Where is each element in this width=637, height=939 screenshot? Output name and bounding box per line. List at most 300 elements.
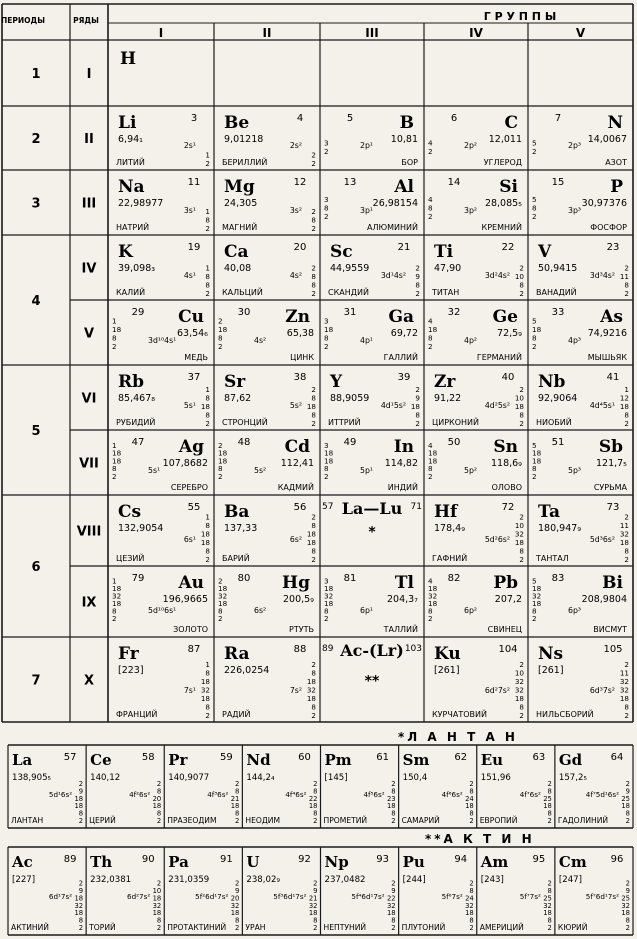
element-cell: [536, 372, 629, 428]
element-symbol: Na: [118, 177, 145, 197]
element-cell: [116, 242, 210, 298]
shell-count: 2: [519, 512, 524, 522]
row-label: II: [84, 132, 94, 147]
element-symbol: Cd: [284, 437, 310, 457]
element-name: АЛЮМИНИЙ: [367, 223, 418, 232]
shell-count: 2: [624, 263, 629, 273]
period-label: 6: [31, 560, 41, 575]
shell-count: 4: [428, 316, 433, 326]
shell-count: 2: [311, 207, 316, 216]
element-cell: [328, 372, 420, 428]
shell-count: 2: [547, 780, 552, 788]
shell-count: 2: [415, 419, 420, 428]
shell-count: 18: [218, 584, 228, 593]
shell-count: 2: [311, 159, 316, 168]
element-cell: [536, 242, 629, 298]
atomic-mass: 47,90: [434, 263, 462, 274]
atomic-number: 81: [343, 573, 357, 584]
row-label: VII: [79, 456, 99, 472]
element-name: СТРОНЦИЙ: [222, 418, 268, 427]
shell-count: 2: [428, 342, 433, 351]
atomic-number: 64: [610, 752, 624, 763]
atomic-number: 47: [131, 437, 145, 448]
shell-count: 8: [391, 916, 396, 925]
shell-count: 23: [386, 794, 396, 803]
shell-count: 2: [391, 879, 396, 888]
atomic-mass: 74,9216: [587, 328, 627, 339]
element-cell: [558, 853, 630, 932]
element-cell: [428, 573, 522, 634]
electron-config: 5s²: [289, 400, 302, 410]
atomic-mass: 14,0067: [587, 134, 627, 145]
electron-config: 5s¹: [183, 400, 196, 410]
shell-count: 2: [313, 879, 318, 888]
atomic-mass: [261]: [434, 665, 460, 676]
shell-count: 20: [230, 894, 240, 903]
electron-config: 4d⁴5s¹: [589, 400, 615, 410]
shell-count: 25: [621, 794, 630, 803]
electron-config: 5f⁷7s²: [519, 892, 541, 901]
shell-count: 8: [218, 464, 223, 474]
shell-count: 8: [78, 916, 84, 925]
element-symbol: Si: [499, 177, 518, 197]
shell-count: 32: [230, 901, 240, 910]
element-name: ФРАНЦИЙ: [116, 710, 158, 719]
shell-count: 8: [311, 410, 316, 420]
element-symbol: H: [120, 49, 137, 69]
atomic-number: 89: [63, 854, 77, 865]
lanthanide-row: [8, 745, 633, 828]
period-label: 5: [31, 424, 41, 439]
element-cell: [428, 177, 522, 232]
shell-count: 8: [311, 215, 316, 225]
shell-count: 8: [205, 393, 210, 403]
element-cell: [116, 502, 210, 564]
element-cell: [324, 437, 418, 492]
shell-count: 8: [156, 809, 162, 818]
atomic-number: 49: [343, 437, 357, 448]
shell-count: 2: [112, 472, 117, 481]
electron-config: 5f⁷6d¹7s²: [585, 892, 619, 901]
electron-config: 6d²7s²: [127, 892, 151, 901]
element-name: ПРОМЕТИЙ: [323, 816, 368, 825]
shell-count: 8: [624, 280, 629, 290]
atomic-number: 31: [343, 307, 357, 318]
element-symbol: Hf: [434, 502, 458, 522]
shell-count: 8: [313, 916, 318, 925]
shell-count: 18: [428, 599, 438, 608]
shell-count: 8: [324, 464, 329, 474]
shell-count: 5: [532, 195, 537, 204]
shell-count: 8: [205, 702, 210, 712]
element-symbol: K: [118, 242, 133, 262]
shell-count: 18: [74, 909, 84, 918]
element-symbol: Fr: [118, 644, 139, 664]
atomic-number: 93: [376, 854, 389, 865]
shell-count: 2: [519, 419, 524, 428]
series-label: La—Lu: [341, 499, 403, 518]
row-labels: [77, 67, 102, 689]
element-symbol: Nb: [538, 372, 566, 392]
element-name: ТАНТАЛ: [536, 554, 569, 563]
shell-count: 3: [324, 195, 329, 204]
shell-count: 18: [230, 909, 240, 918]
shell-count: 18: [532, 599, 542, 608]
element-symbol: Pa: [168, 853, 189, 871]
shell-count: 2: [547, 924, 552, 932]
shell-count: 18: [218, 325, 228, 334]
atomic-mass: [244]: [402, 875, 426, 885]
element-cell: [324, 751, 396, 825]
shell-count: 2: [324, 472, 329, 481]
shell-count: 8: [519, 280, 524, 290]
element-cell: [116, 177, 210, 233]
atomic-mass: [247]: [558, 875, 582, 885]
atomic-mass: 12,011: [488, 134, 522, 145]
shell-count: 10: [514, 272, 524, 281]
shell-count: 32: [514, 685, 524, 695]
element-name: ВАНАДИЙ: [536, 288, 577, 297]
shell-count: 2: [428, 212, 433, 221]
row-label: I: [86, 67, 92, 82]
shell-count: 18: [230, 802, 240, 811]
shell-count: 2: [205, 224, 210, 233]
shell-count: 2: [311, 555, 316, 564]
electron-config: 3d³4s²: [589, 270, 615, 280]
element-name: БОР: [401, 158, 418, 167]
element-cell: [324, 113, 418, 167]
atomic-number: 7: [554, 113, 562, 124]
shell-count: 8: [547, 916, 552, 925]
atomic-mass: 132,9054: [118, 523, 164, 534]
electron-config: 2p²: [464, 141, 478, 151]
element-cell: [89, 751, 161, 825]
atomic-number: 96: [610, 854, 624, 865]
atomic-mass: 50,9415: [538, 263, 578, 274]
shell-count: 2: [313, 780, 318, 788]
element-cell: [245, 853, 317, 932]
element-symbol: P: [610, 177, 623, 197]
atomic-number: 29: [131, 307, 145, 318]
atomic-number: 104: [498, 644, 518, 655]
atomic-mass: 30,97376: [581, 198, 627, 209]
shell-count: 18: [74, 794, 84, 803]
element-cell: [428, 307, 522, 362]
row-label: VI: [81, 391, 97, 407]
shell-count: 32: [619, 529, 629, 539]
element-symbol: Cu: [178, 307, 204, 327]
shell-count: 2: [311, 660, 316, 669]
element-symbol: Bi: [602, 573, 623, 593]
element-name: КАЛЬЦИЙ: [222, 288, 263, 297]
shell-count: 8: [532, 203, 537, 213]
element-name: НАТРИЙ: [116, 223, 150, 232]
atomic-number: 50: [447, 437, 461, 448]
shell-count: 18: [308, 909, 318, 918]
atomic-number: 12: [293, 177, 307, 188]
atomic-mass: 226,0254: [224, 665, 270, 676]
shell-count: 32: [428, 591, 438, 601]
atomic-mass: 157,2₅: [558, 773, 587, 783]
element-symbol: N: [607, 113, 623, 133]
shell-count: 2: [205, 419, 210, 428]
shell-count: 2: [205, 711, 210, 720]
shell-count: 18: [200, 538, 210, 547]
element-name: ГАФНИЙ: [432, 554, 468, 563]
element-cell: [328, 242, 420, 298]
shell-count: 18: [543, 909, 552, 918]
shell-count: 18: [200, 529, 210, 539]
shell-count: 2: [624, 289, 629, 298]
atomic-mass: 137,33: [224, 523, 258, 534]
element-symbol: V: [538, 242, 552, 262]
element-cell: [88, 853, 161, 932]
element-symbol: Ge: [492, 307, 518, 327]
atomic-number: 37: [187, 372, 201, 383]
group-label: III: [365, 26, 379, 40]
shell-count: 8: [324, 333, 329, 343]
element-cell: [324, 573, 418, 634]
element-symbol: Zr: [434, 372, 456, 392]
element-symbol: Ti: [434, 242, 454, 262]
electron-config: 5f³6d¹7s²: [273, 892, 307, 901]
element-symbol: Ce: [90, 751, 112, 769]
shell-count: 2: [391, 924, 396, 932]
rows-header: РЯДЫ: [73, 16, 99, 25]
shell-count: 2: [625, 879, 630, 888]
shell-count: 18: [112, 456, 122, 466]
element-name: МЕДЬ: [184, 353, 208, 362]
atomic-number: 91: [220, 854, 233, 865]
shell-count: 12: [619, 393, 629, 403]
electron-config: 6d³7s²: [589, 686, 615, 696]
atomic-mass: 40,08: [224, 263, 252, 274]
element-cell: [11, 853, 83, 932]
shell-count: 32: [74, 901, 84, 910]
electron-config: 6p³: [568, 605, 582, 615]
atomic-mass: 121,7₅: [595, 458, 627, 469]
element-symbol: Be: [224, 113, 250, 133]
atomic-mass: 138,905₅: [12, 773, 51, 783]
actinide-row: [8, 847, 633, 935]
electron-config: 2s¹: [183, 141, 196, 151]
element-name: ЦИНК: [290, 353, 314, 362]
element-name: МАГНИЙ: [222, 223, 258, 232]
element-name: КАДМИЙ: [277, 483, 314, 492]
element-symbol: Al: [394, 177, 414, 197]
shell-count: 18: [306, 694, 316, 703]
shell-count: 2: [625, 817, 630, 825]
electron-config: 5d³6s²: [589, 534, 615, 544]
shell-count: 8: [428, 203, 433, 213]
shell-count: 2: [624, 512, 629, 522]
element-name: НИЛЬСБОРИЙ: [536, 710, 594, 719]
atomic-number: 55: [187, 502, 201, 513]
shell-count: 8: [469, 787, 474, 796]
shell-count: 8: [519, 410, 524, 420]
shell-count: 18: [621, 802, 630, 811]
element-cell: [428, 437, 522, 492]
element-symbol: Sb: [598, 437, 623, 457]
element-symbol: Ta: [538, 502, 561, 522]
element-cell: [116, 372, 210, 428]
atomic-mass: 10,81: [390, 134, 418, 145]
shell-count: 18: [324, 599, 334, 608]
element-name: ОЛОВО: [491, 483, 522, 492]
shell-count: 18: [410, 402, 420, 411]
element-cell: [222, 644, 316, 720]
element-symbol: Gd: [558, 751, 583, 769]
electron-config: 6p¹: [360, 605, 374, 615]
element-cell: [167, 853, 239, 932]
series-start-number: 57: [322, 502, 334, 512]
shell-count: 8: [156, 787, 162, 796]
shell-count: 8: [428, 464, 433, 474]
shell-count: 2: [469, 780, 474, 788]
element-cell: [116, 113, 210, 168]
row-label: IV: [81, 261, 97, 277]
atomic-mass: [227]: [12, 875, 36, 885]
element-name: СВИНЕЦ: [487, 625, 522, 634]
element-name: ПРАЗЕОДИМ: [167, 816, 217, 825]
atomic-mass: 150,4: [402, 773, 428, 783]
electron-config: 5d¹⁰6s¹: [148, 605, 177, 615]
element-name: ЛИТИЙ: [116, 158, 145, 167]
electron-config: 2p³: [568, 141, 582, 151]
shell-count: 10: [514, 521, 524, 530]
shell-count: 18: [308, 802, 318, 811]
shell-count: 25: [543, 894, 552, 903]
shell-count: 8: [428, 333, 433, 343]
lanthanides-label: *Л А Н Т А Н: [398, 730, 518, 744]
period-label: 2: [31, 132, 41, 147]
element-cell: [432, 502, 524, 564]
electron-config: 4p³: [568, 335, 582, 345]
atomic-mass: 22,98977: [118, 198, 164, 209]
element-symbol: Ns: [538, 644, 564, 664]
element-cell: [532, 307, 627, 362]
electron-config: 4f⁴6s²: [285, 790, 307, 799]
shell-count: 2: [391, 817, 396, 825]
element-symbol: Li: [118, 113, 137, 133]
shell-count: 18: [218, 599, 228, 608]
atomic-mass: 72,5₉: [497, 328, 522, 339]
shell-count: 8: [532, 464, 537, 474]
atomic-mass: 232,0381: [90, 875, 132, 885]
shell-count: 2: [112, 342, 117, 351]
shell-count: 18: [324, 584, 334, 593]
shell-count: 2: [78, 879, 84, 888]
shell-count: 8: [428, 606, 433, 616]
atomic-mass: 44,9559: [330, 263, 370, 274]
atomic-mass: 63,54₆: [176, 328, 208, 339]
row-label: IX: [81, 595, 97, 611]
element-name: МЫШЬЯК: [587, 353, 627, 362]
electron-config: 3d¹4s²: [380, 270, 406, 280]
shell-count: 8: [235, 916, 240, 925]
element-name: РУБИДИЙ: [116, 418, 156, 427]
electron-config: 5f²6d¹7s²: [195, 892, 229, 901]
shell-count: 18: [306, 402, 316, 411]
atomic-mass: [261]: [538, 665, 564, 676]
shell-count: 18: [386, 802, 396, 811]
element-symbol: Ba: [224, 502, 250, 522]
shell-count: 11: [619, 668, 629, 678]
shell-count: 2: [235, 780, 240, 788]
shell-count: 18: [532, 584, 542, 593]
atomic-number: 105: [603, 644, 623, 655]
element-cell: [218, 573, 314, 634]
shell-count: 8: [205, 521, 210, 530]
element-cell: [222, 177, 316, 233]
shell-count: 18: [218, 448, 228, 458]
atomic-number: 32: [447, 307, 461, 318]
shell-count: 8: [519, 702, 524, 712]
element-name: КАЛИЙ: [116, 288, 146, 297]
element-name: СУРЬМА: [593, 483, 627, 492]
atomic-mass: 92,9064: [538, 393, 578, 404]
electron-config: 5p¹: [360, 465, 374, 475]
shell-count: 2: [218, 576, 223, 586]
element-name: КЮРИЙ: [557, 923, 588, 932]
shell-count: 18: [465, 909, 474, 918]
shell-count: 2: [519, 385, 524, 394]
atomic-mass: 65,38: [286, 328, 314, 339]
shell-count: 2: [218, 614, 223, 623]
shell-count: 2: [624, 419, 629, 428]
atomic-number: 57: [63, 752, 77, 763]
electron-config: 5s²: [254, 465, 267, 475]
series-mark: *: [368, 524, 376, 541]
element-name: САМАРИЙ: [401, 816, 440, 825]
row-label: VIII: [76, 524, 102, 540]
shell-count: 1: [205, 512, 210, 522]
shell-count: 9: [78, 887, 84, 895]
atomic-number: 61: [376, 752, 389, 763]
element-name: НИОБИЙ: [536, 418, 572, 427]
element-symbol: Pr: [168, 751, 188, 769]
shell-count: 2: [311, 385, 316, 394]
shell-count: 8: [624, 410, 629, 420]
shell-count: 18: [152, 802, 162, 811]
atomic-number: 80: [237, 573, 251, 584]
element-name: БАРИЙ: [222, 554, 250, 563]
shell-count: 32: [386, 901, 396, 910]
actinides-label: **А К Т И Н: [425, 832, 535, 846]
shell-count: 8: [469, 887, 474, 895]
shell-count: 8: [324, 203, 329, 213]
atomic-number: 51: [551, 437, 565, 448]
shell-count: 18: [543, 802, 552, 811]
shell-count: 18: [112, 325, 122, 334]
atomic-number: 22: [501, 242, 515, 253]
element-symbol: Ag: [178, 437, 204, 457]
shell-count: 2: [519, 263, 524, 273]
series-placeholder-cell: [322, 641, 422, 690]
shell-count: 8: [313, 809, 318, 818]
shell-count: 21: [308, 894, 318, 903]
element-symbol: In: [393, 437, 414, 457]
electron-config: 5f⁶7s²: [441, 892, 463, 901]
shell-count: 2: [313, 924, 318, 932]
shell-count: 2: [78, 817, 84, 825]
element-symbol: Pb: [493, 573, 518, 593]
shell-count: 2: [532, 342, 537, 351]
shell-count: 8: [235, 809, 240, 818]
shell-count: 2: [311, 512, 316, 522]
atomic-number: 83: [551, 573, 565, 584]
atomic-mass: [243]: [480, 875, 504, 885]
